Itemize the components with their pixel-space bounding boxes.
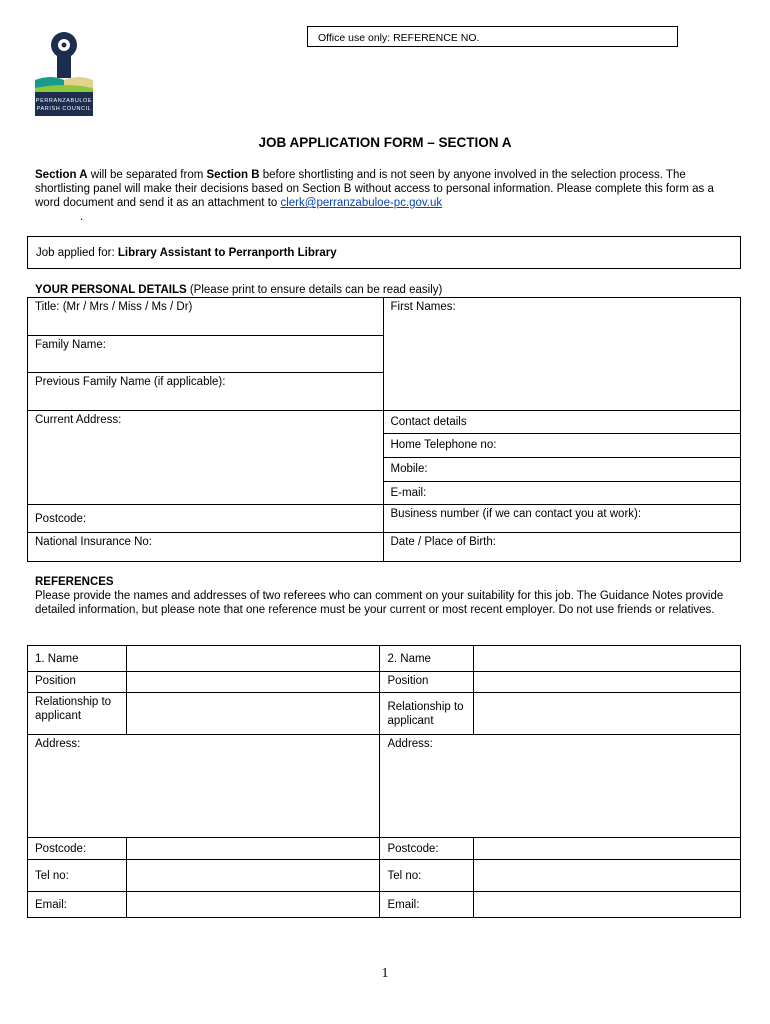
postcode-label: Postcode: — [35, 513, 87, 525]
ref1-name-label-cell — [28, 646, 127, 672]
ref2-name-input[interactable] — [474, 646, 741, 672]
ref2-postcode-label: Postcode: — [387, 843, 439, 855]
ref1-address-field[interactable] — [28, 735, 380, 838]
ref1-tel-input[interactable] — [126, 860, 380, 892]
email-field[interactable] — [383, 482, 741, 505]
ref1-relationship-label: Relationship to applicant — [35, 696, 112, 722]
business-number-label: Business number (if we can contact you at work): — [390, 508, 642, 520]
personal-details-table — [27, 297, 741, 562]
ref1-position-label: Position — [35, 675, 76, 687]
personal-details-heading — [35, 284, 442, 296]
intro-trailing: . — [80, 211, 84, 223]
postcode-field[interactable] — [28, 505, 384, 533]
intro-text-1: will be separated from — [87, 169, 207, 181]
ref2-position-label-cell — [380, 672, 474, 693]
date-place-birth-field[interactable] — [383, 533, 741, 562]
ref1-position-input[interactable] — [126, 672, 380, 693]
ref2-position-label: Position — [387, 675, 429, 687]
family-name-label: Family Name: — [35, 339, 106, 351]
svg-text:PARISH COUNCIL: PARISH COUNCIL — [36, 106, 92, 112]
references-heading: REFERENCES — [35, 576, 114, 588]
ref1-relationship-input[interactable] — [126, 693, 380, 735]
ref2-name-label: 2. Name — [387, 653, 431, 665]
home-telephone-label: Home Telephone no: — [390, 439, 497, 451]
ref1-email-label-cell — [28, 892, 127, 918]
ref2-relationship-label-cell — [380, 693, 474, 735]
references-intro — [35, 575, 735, 617]
intro-section-b: Section B — [206, 169, 260, 181]
intro-text-2: before shortlisting and is not seen by anyone involved in the selection process. The shortlisting panel will make their decisions based on Section B without access to personal information. Please complete this form as a word document and send it as an attachment to — [35, 169, 714, 209]
national-insurance-label: National Insurance No: — [35, 536, 152, 548]
ref2-email-input[interactable] — [474, 892, 741, 918]
title-field[interactable] — [28, 298, 384, 336]
ref2-email-label: Email: — [387, 898, 420, 911]
office-reference-label: Office use only: REFERENCE NO. — [318, 32, 480, 44]
ref2-address-label: Address: — [387, 738, 433, 750]
previous-family-name-field[interactable] — [28, 373, 384, 411]
ref1-postcode-input[interactable] — [126, 838, 380, 860]
form-title: JOB APPLICATION FORM – SECTION A — [258, 135, 512, 150]
intro-paragraph — [35, 168, 735, 224]
mobile-field[interactable] — [383, 458, 741, 482]
ref1-postcode-label-cell — [28, 838, 127, 860]
business-number-field[interactable] — [383, 505, 741, 533]
ref2-tel-label: Tel no: — [387, 869, 422, 882]
ref2-tel-input[interactable] — [474, 860, 741, 892]
ref1-tel-label: Tel no: — [35, 869, 69, 882]
lighthouse-logo-icon — [33, 30, 95, 120]
clerk-email-link[interactable]: clerk@perranzabuloe-pc.gov.uk — [280, 197, 443, 209]
first-names-label: First Names: — [390, 301, 456, 313]
current-address-field[interactable] — [28, 411, 384, 505]
references-table — [27, 645, 741, 918]
ref2-email-label-cell — [380, 892, 474, 918]
job-applied-box[interactable] — [27, 236, 741, 269]
job-applied-label: Job applied for: — [36, 247, 118, 259]
intro-section-a: Section A — [35, 169, 88, 181]
parish-council-logo — [33, 30, 95, 120]
svg-text:PERRANZABULOE: PERRANZABULOE — [35, 98, 93, 104]
ref2-tel-label-cell — [380, 860, 474, 892]
ref1-tel-label-cell — [28, 860, 127, 892]
ref1-position-label-cell — [28, 672, 127, 693]
ref1-postcode-label: Postcode: — [35, 843, 87, 855]
ref1-name-label: 1. Name — [35, 653, 79, 665]
references-text: Please provide the names and addresses of two referees who can comment on your suitability for this job. The Guidance Notes provide detailed information, but please note that one reference must be your current or most recent employer. Do not use friends or relatives. — [35, 590, 724, 616]
home-telephone-field[interactable] — [383, 434, 741, 458]
current-address-label: Current Address: — [35, 414, 122, 426]
ref1-name-input[interactable] — [126, 646, 380, 672]
ref2-relationship-input[interactable] — [474, 693, 741, 735]
national-insurance-field[interactable] — [28, 533, 384, 562]
job-applied-value: Library Assistant to Perranporth Library — [117, 247, 337, 259]
ref2-relationship-label: Relationship to applicant — [387, 700, 464, 727]
contact-details-cell — [383, 411, 741, 434]
ref2-name-label-cell — [380, 646, 474, 672]
family-name-field[interactable] — [28, 336, 384, 373]
ref2-address-field[interactable] — [380, 735, 741, 838]
contact-details-label: Contact details — [390, 416, 467, 428]
ref1-relationship-label-cell — [28, 693, 127, 735]
mobile-label: Mobile: — [390, 463, 428, 475]
ref1-address-label: Address: — [35, 738, 81, 750]
ref2-postcode-input[interactable] — [474, 838, 741, 860]
email-label: E-mail: — [390, 487, 427, 499]
page-number: 1 — [381, 966, 389, 981]
first-names-field[interactable] — [383, 298, 741, 411]
previous-family-name-label: Previous Family Name (if applicable): — [35, 376, 226, 388]
ref1-email-input[interactable] — [126, 892, 380, 918]
office-reference-box[interactable] — [307, 26, 678, 47]
personal-details-title: YOUR PERSONAL DETAILS — [35, 284, 187, 296]
ref2-position-input[interactable] — [474, 672, 741, 693]
ref2-postcode-label-cell — [380, 838, 474, 860]
title-label: Title: (Mr / Mrs / Miss / Ms / Dr) — [35, 301, 193, 313]
ref1-email-label: Email: — [35, 898, 67, 911]
date-place-birth-label: Date / Place of Birth: — [390, 536, 496, 548]
personal-details-note: (Please print to ensure details can be read easily) — [186, 284, 443, 296]
